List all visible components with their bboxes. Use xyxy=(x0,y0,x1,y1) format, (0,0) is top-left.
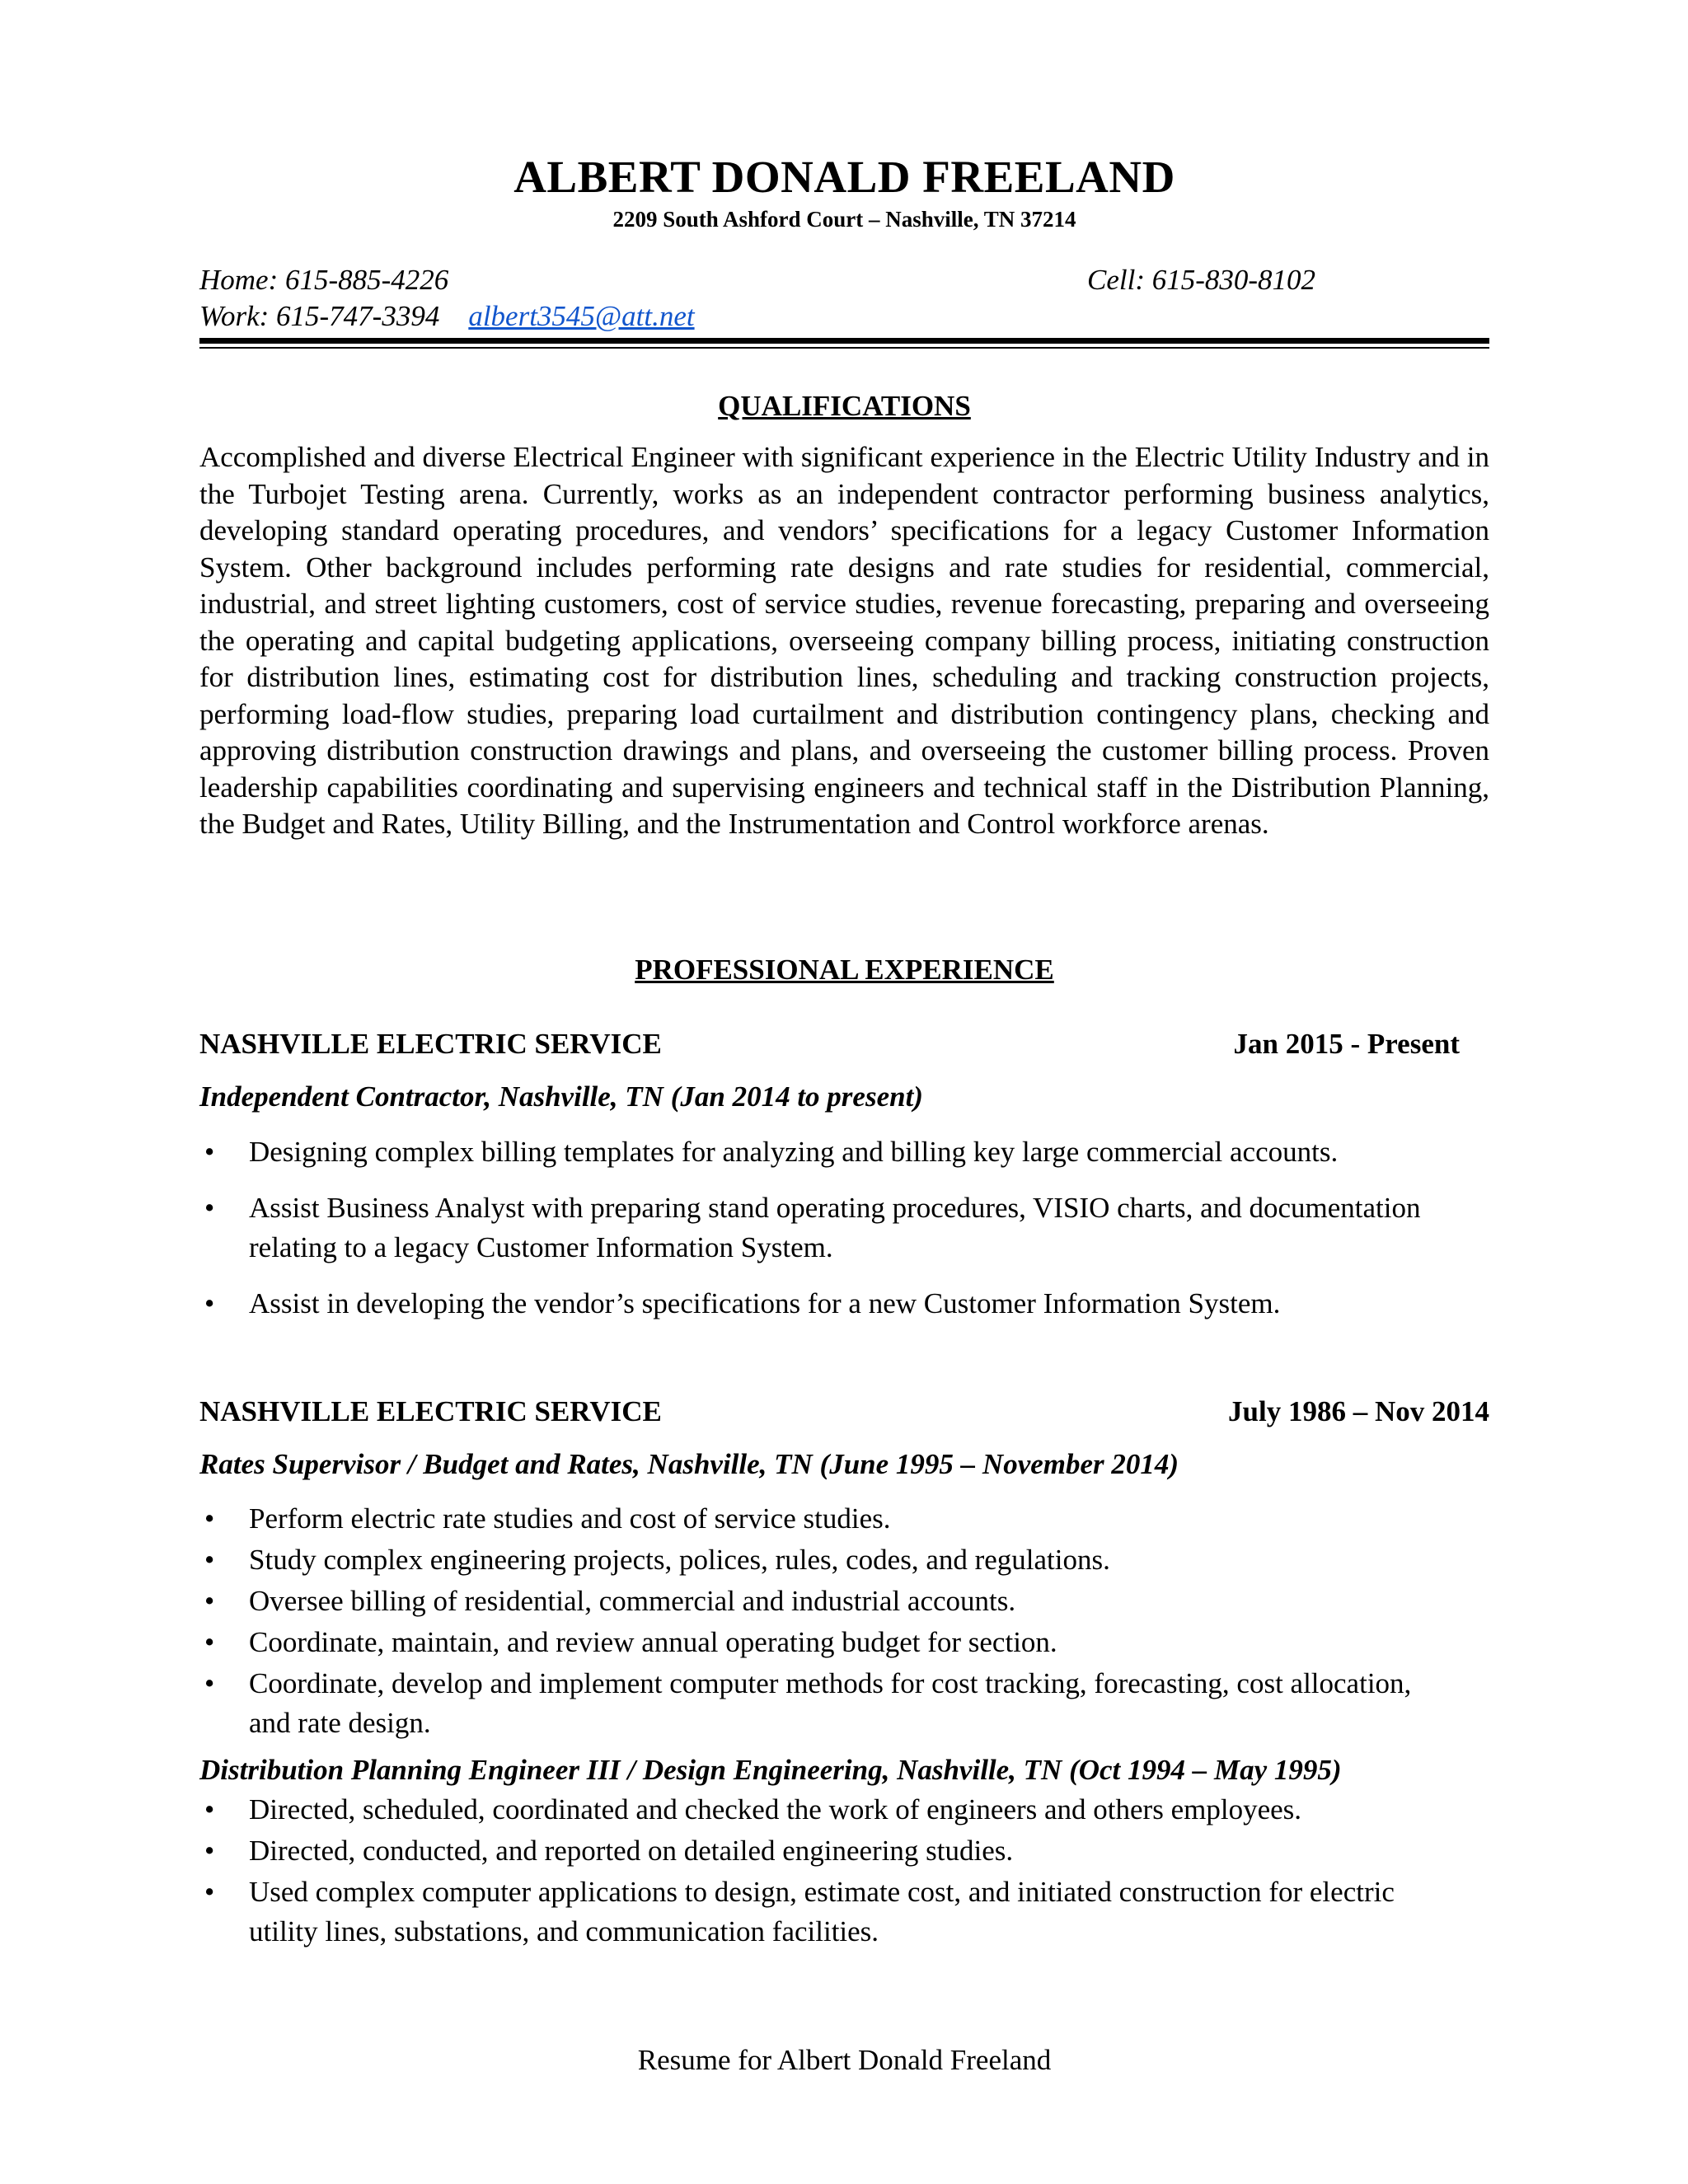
bullet-icon: • xyxy=(204,1626,215,1658)
list-item: • Assist in developing the vendor’s specifications for a new Customer Information System. xyxy=(199,1284,1489,1324)
job-2-employer: NASHVILLE ELECTRIC SERVICE xyxy=(199,1395,662,1427)
bullet-icon: • xyxy=(204,1876,215,1908)
bullet-icon: • xyxy=(204,1136,215,1168)
list-item: • Directed, scheduled, coordinated and checked the work of engineers and others employees. xyxy=(199,1790,1489,1830)
list-item: • Directed, conducted, and reported on detailed engineering studies. xyxy=(199,1831,1489,1871)
job-2-dates: July 1986 – Nov 2014 xyxy=(1228,1395,1489,1427)
resume-name: ALBERT DONALD FREELAND xyxy=(513,152,1175,202)
work-phone: Work: 615-747-3394 xyxy=(199,300,440,332)
address: 2209 South Ashford Court – Nashville, TN 37214 xyxy=(612,207,1076,232)
list-item: • Coordinate, develop and implement computer methods for cost tracking, forecasting, cost allocation, and rate design. xyxy=(199,1664,1436,1743)
work-contact-line xyxy=(199,298,695,335)
job-1-dates: Jan 2015 - Present xyxy=(1233,1028,1460,1060)
job-2-role-2-title: Distribution Planning Engineer III / Design Engineering, Nashville, TN (Oct 1994 – May 1995) xyxy=(199,1754,1342,1786)
bullet-icon: • xyxy=(204,1544,215,1576)
list-item: • Assist Business Analyst with preparing stand operating procedures, VISIO charts, and documentation relating to a legacy Customer Information System. xyxy=(199,1188,1489,1268)
bullet-icon: • xyxy=(204,1585,215,1617)
job-2-role-1-title: Rates Supervisor / Budget and Rates, Nashville, TN (June 1995 – November 2014) xyxy=(199,1448,1179,1480)
list-item: • Used complex computer applications to design, estimate cost, and initiated construction for electric utility lines, substations, and communication facilities. xyxy=(199,1872,1436,1952)
home-phone: Home: 615-885-4226 xyxy=(199,264,449,296)
list-item: • Study complex engineering projects, polices, rules, codes, and regulations. xyxy=(199,1540,1489,1580)
bullet-icon: • xyxy=(204,1793,215,1825)
email-link[interactable]: albert3545@att.net xyxy=(468,300,695,332)
experience-heading: PROFESSIONAL EXPERIENCE xyxy=(635,954,1054,986)
resume-page xyxy=(199,0,1489,2184)
list-item: • Oversee billing of residential, commercial and industrial accounts. xyxy=(199,1582,1489,1621)
list-item: • Coordinate, maintain, and review annual operating budget for section. xyxy=(199,1623,1489,1662)
list-item: • Designing complex billing templates for analyzing and billing key large commercial accounts. xyxy=(199,1132,1489,1172)
bullet-icon: • xyxy=(204,1667,215,1699)
bullet-icon: • xyxy=(204,1502,215,1535)
job-1-role-title: Independent Contractor, Nashville, TN (Jan 2014 to present) xyxy=(199,1080,923,1113)
list-item: • Perform electric rate studies and cost of service studies. xyxy=(199,1499,1489,1539)
page-footer: Resume for Albert Donald Freeland xyxy=(637,2044,1052,2076)
header-divider-thin xyxy=(199,347,1489,349)
bullet-icon: • xyxy=(204,1192,215,1224)
qualifications-summary: Accomplished and diverse Electrical Engineer with significant experience in the Electric Utility Industry and in the Turbojet Testing arena. Currently, works as an independent contractor performing business analytics, developing standard operating procedures, and vendors’ specifications for a legacy Customer Information System. Other background includes performing rate designs and rate studies for residential, commercial, industrial, and street lighting customers, cost of service studies, revenue forecasting, preparing and overseeing the operating and capital budgeting applications, overseeing company billing process, initiating construction for distribution lines, estimating cost for distribution lines, scheduling and tracking construction projects, performing load-flow studies, preparing load curtailment and distribution contingency plans, checking and approving distribution construction drawings and plans, and overseeing the customer billing process. Proven leadership capabilities coordinating and supervising engineers and technical staff in the Distribution Planning, the Budget and Rates, Utility Billing, and the Instrumentation and Control workforce arenas. xyxy=(199,441,1489,840)
job-1-employer: NASHVILLE ELECTRIC SERVICE xyxy=(199,1028,662,1060)
bullet-icon: • xyxy=(204,1835,215,1867)
cell-phone: Cell: 615-830-8102 xyxy=(1087,264,1316,296)
header-divider-thick xyxy=(199,338,1489,344)
qualifications-heading: QUALIFICATIONS xyxy=(718,390,971,422)
bullet-icon: • xyxy=(204,1287,215,1319)
